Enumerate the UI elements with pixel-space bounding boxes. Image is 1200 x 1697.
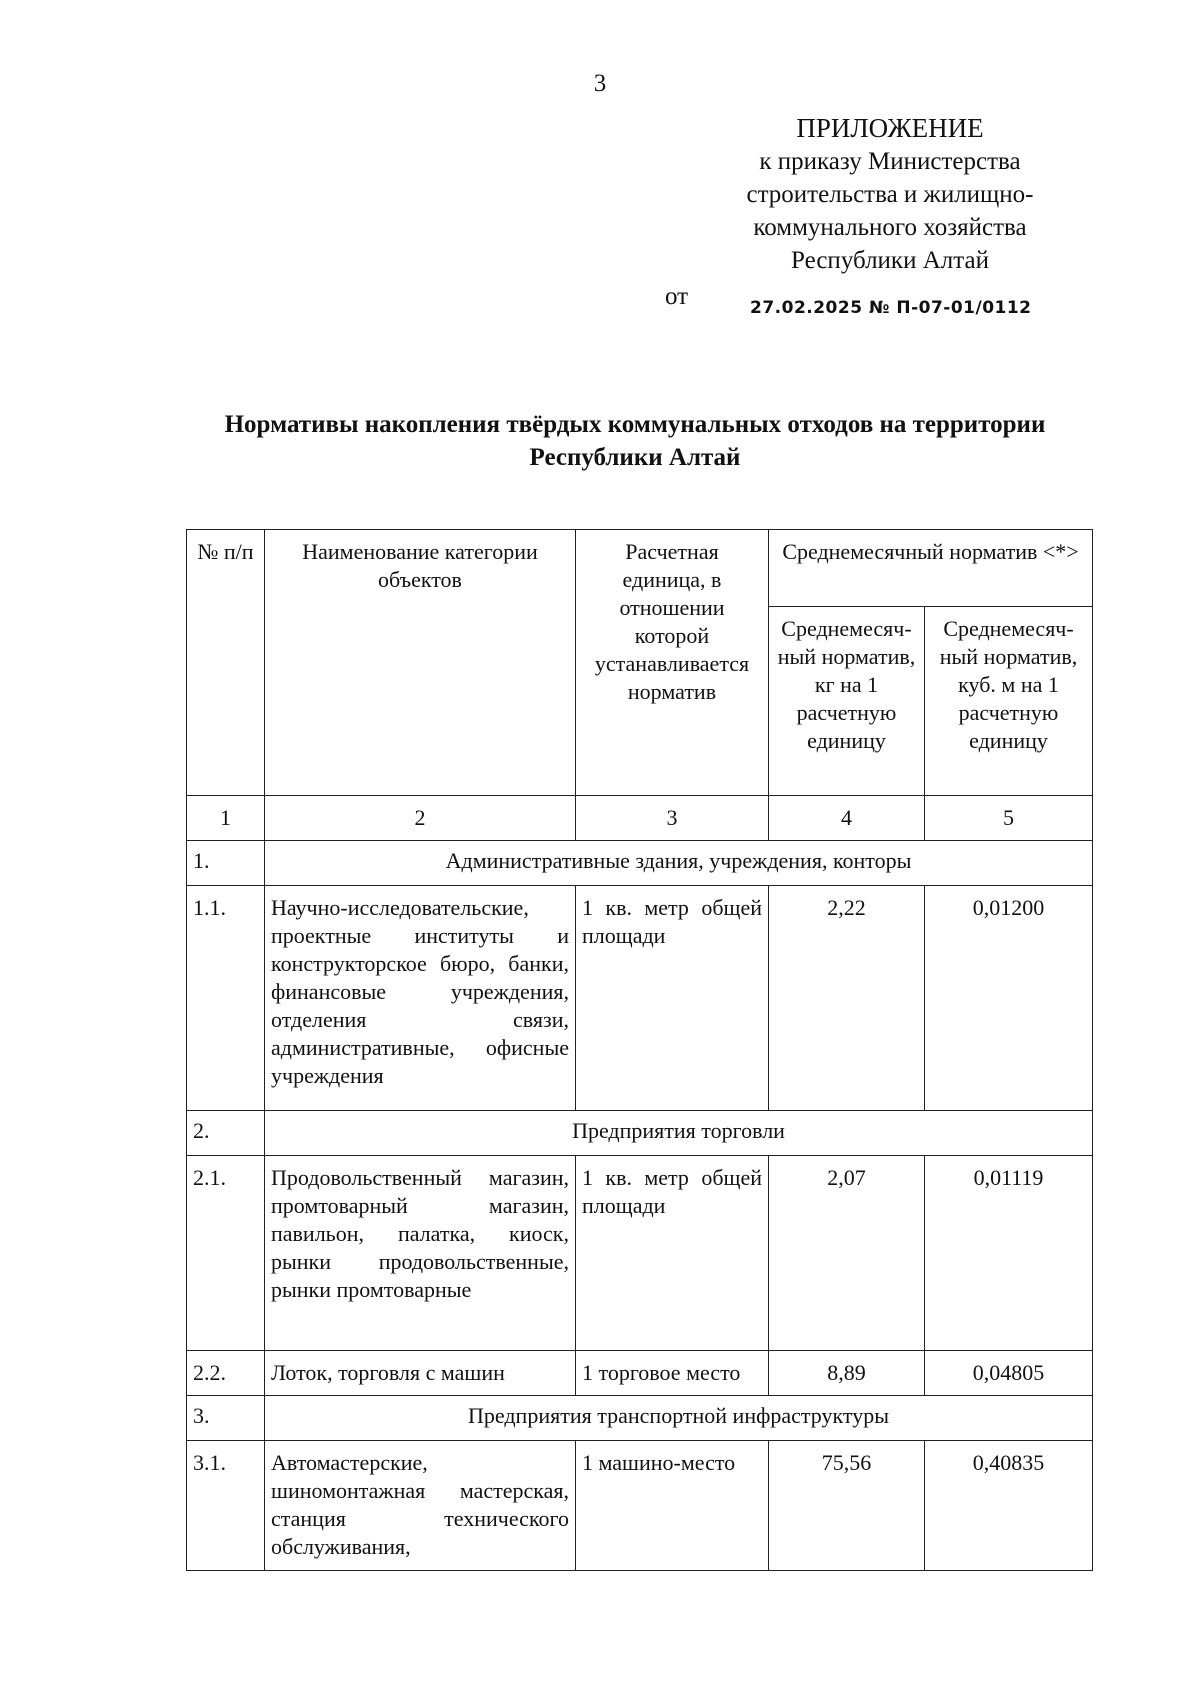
col-number: 4	[769, 796, 925, 841]
row-category: Научно-исследовательские, проектные институты и конструкторское бюро, банки, финансовые учреждения, отделения связи, административные, офисные учреждения	[265, 886, 576, 1111]
col-number: 1	[187, 796, 265, 841]
header-num: № п/п	[187, 530, 265, 796]
section-num: 3.	[187, 1396, 265, 1441]
section-name: Предприятия транспортной инфраструктуры	[265, 1396, 1093, 1441]
appendix-title: ПРИЛОЖЕНИЕ	[796, 113, 984, 143]
section-num: 2.	[187, 1111, 265, 1156]
row-unit: 1 машино-место	[576, 1441, 769, 1571]
appendix-line-1: к приказу Министерства	[759, 148, 1021, 175]
column-numbers-row	[187, 796, 1093, 841]
row-num: 1.1.	[187, 886, 265, 1111]
appendix-line-3: коммунального хозяйства	[753, 214, 1027, 241]
page-number: 3	[593, 70, 607, 97]
header-unit: Расчетная единица, в отношении которой устанавливается норматив	[576, 530, 769, 796]
section-name: Предприятия торговли	[265, 1111, 1093, 1156]
row-kg: 2,07	[769, 1156, 925, 1351]
row-num: 2.1.	[187, 1156, 265, 1351]
row-category: Лоток, торговля с машин	[265, 1351, 576, 1396]
header-kg: Среднемесяч-ный норматив, кг на 1 расчетную единицу	[769, 607, 925, 796]
header-monthly-norm: Среднемесячный норматив <*>	[769, 530, 1093, 607]
row-m3: 0,01200	[925, 886, 1093, 1111]
row-kg: 2,22	[769, 886, 925, 1111]
row-unit: 1 кв. метр общей площади	[576, 886, 769, 1111]
appendix-line-4: Республики Алтай	[791, 247, 989, 274]
section-name: Административные здания, учреждения, конторы	[265, 841, 1093, 886]
section-row	[187, 1111, 1093, 1156]
row-m3: 0,04805	[925, 1351, 1093, 1396]
row-unit: 1 кв. метр общей площади	[576, 1156, 769, 1351]
table-row	[187, 1441, 1093, 1571]
section-row	[187, 1396, 1093, 1441]
row-m3: 0,40835	[925, 1441, 1093, 1571]
table-row	[187, 886, 1093, 1111]
appendix-block	[700, 112, 1080, 277]
table-row	[187, 1351, 1093, 1396]
table-row	[187, 1156, 1093, 1351]
section-num: 1.	[187, 841, 265, 886]
row-category: Продовольственный магазин, промтоварный магазин, павильон, палатка, киоск, рынки продовольственные, рынки промтоварные	[265, 1156, 576, 1351]
document-title-line-1: Нормативы накопления твёрдых коммунальных отходов на территории	[224, 411, 1046, 438]
row-category: Автомастерские, шиномонтажная мастерская, станция технического обслуживания,	[265, 1441, 576, 1571]
col-number: 5	[925, 796, 1093, 841]
norms-table	[186, 529, 1093, 1571]
row-num: 2.2.	[187, 1351, 265, 1396]
appendix-line-2: строительства и жилищно-	[746, 181, 1034, 208]
col-number: 2	[265, 796, 576, 841]
from-label: от	[665, 283, 689, 310]
header-m3: Среднемесяч-ный норматив, куб. м на 1 расчетную единицу	[925, 607, 1093, 796]
row-unit: 1 торговое место	[576, 1351, 769, 1396]
document-title-line-2: Республики Алтай	[529, 444, 741, 471]
row-kg: 75,56	[769, 1441, 925, 1571]
section-row	[187, 841, 1093, 886]
col-number: 3	[576, 796, 769, 841]
row-num: 3.1.	[187, 1441, 265, 1571]
header-category: Наименование категории объектов	[265, 530, 576, 796]
document-title	[150, 408, 1120, 474]
order-reference: 27.02.2025 № П-07-01/0112	[750, 298, 1032, 318]
row-m3: 0,01119	[925, 1156, 1093, 1351]
row-kg: 8,89	[769, 1351, 925, 1396]
